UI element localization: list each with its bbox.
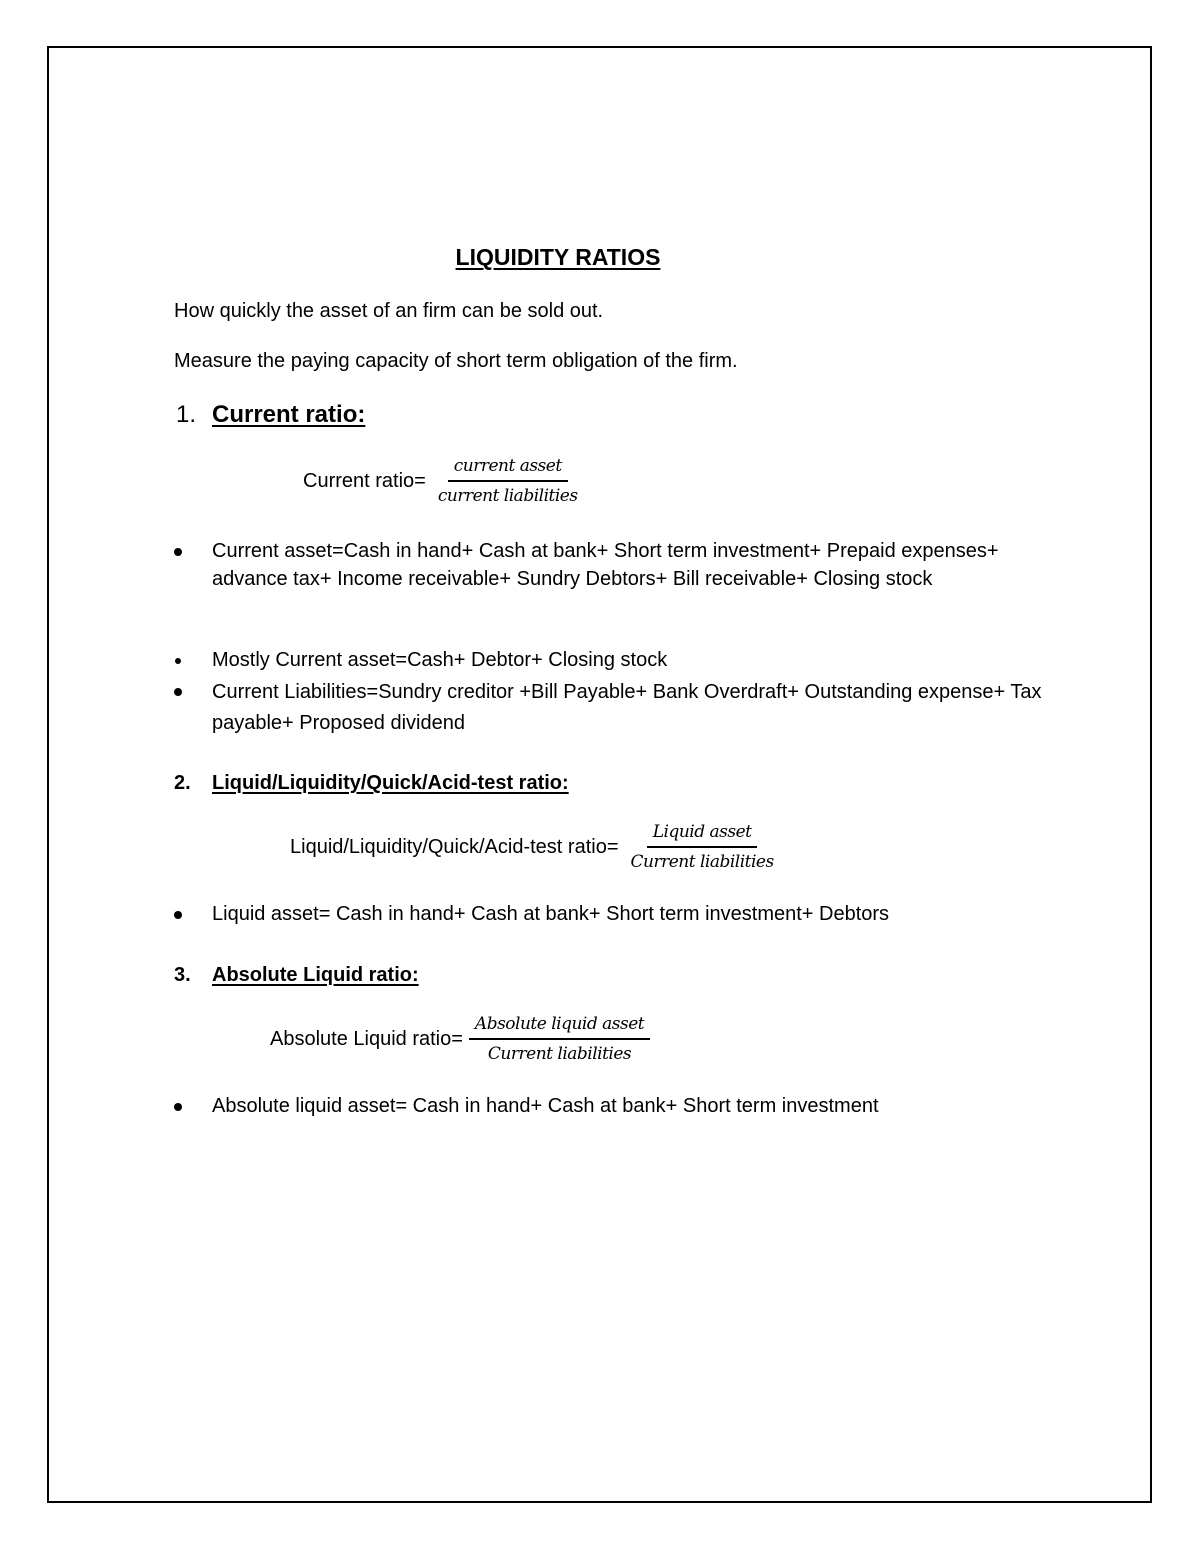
bullet-text: Liquid asset= Cash in hand+ Cash at bank+ Short term investment+ Debtors: [212, 903, 890, 925]
fraction-numerator: Absolute liquid asset: [469, 1013, 650, 1040]
bullet-icon: [174, 688, 182, 696]
section-number: 1.: [176, 401, 197, 428]
bullet-icon: [175, 658, 181, 664]
bullet-item: [174, 900, 1054, 928]
bullet-text: Current asset=Cash in hand+ Cash at bank+ Short term investment+ Prepaid expenses+ advance tax+ Income receivable+ Sundry Debtors+ Bill receivable+ Closing stock: [212, 540, 999, 590]
formula-label: Absolute Liquid ratio=: [270, 1027, 463, 1050]
section-title: Liquid/Liquidity/Quick/Acid-test ratio:: [212, 772, 569, 794]
fraction: [432, 455, 584, 507]
bullet-icon: [174, 911, 182, 919]
formula-label: Liquid/Liquidity/Quick/Acid-test ratio=: [290, 835, 619, 858]
formula-current-ratio: [303, 455, 584, 507]
formula-liquid-ratio: [290, 821, 780, 873]
bullet-text: Mostly Current asset=Cash+ Debtor+ Closing stock: [212, 649, 668, 671]
fraction-numerator: Liquid asset: [647, 821, 758, 848]
formula-label: Current ratio=: [303, 469, 426, 492]
bullet-text: Absolute liquid asset= Cash in hand+ Cash at bank+ Short term investment: [212, 1095, 879, 1117]
bullet-item: [174, 537, 1054, 593]
document-title: LIQUIDITY RATIOS: [455, 244, 661, 270]
formula-absolute-liquid-ratio: [270, 1013, 650, 1065]
fraction-numerator: current asset: [448, 455, 568, 482]
fraction: [469, 1013, 650, 1065]
fraction-denominator: Current liabilities: [487, 1044, 632, 1064]
section-number: 3.: [174, 964, 191, 986]
section-title: Current ratio:: [212, 401, 366, 428]
section-title: Absolute Liquid ratio:: [212, 964, 419, 986]
section-number: 2.: [174, 772, 191, 794]
intro-paragraph-1: How quickly the asset of an firm can be sold out.: [174, 300, 604, 322]
fraction-denominator: current liabilities: [437, 486, 578, 506]
fraction: [625, 821, 780, 873]
bullet-icon: [174, 1103, 182, 1111]
intro-paragraph-2: Measure the paying capacity of short term obligation of the firm.: [174, 350, 738, 372]
bullet-item: [174, 1092, 1054, 1120]
bullet-text: Current Liabilities=Sundry creditor +Bill Payable+ Bank Overdraft+ Outstanding expense+ Tax payable+ Proposed dividend: [212, 681, 1042, 734]
fraction-denominator: Current liabilities: [630, 852, 774, 872]
bullet-item: [174, 646, 1054, 674]
bullet-icon: [174, 548, 182, 556]
bullet-item: [174, 677, 1054, 739]
